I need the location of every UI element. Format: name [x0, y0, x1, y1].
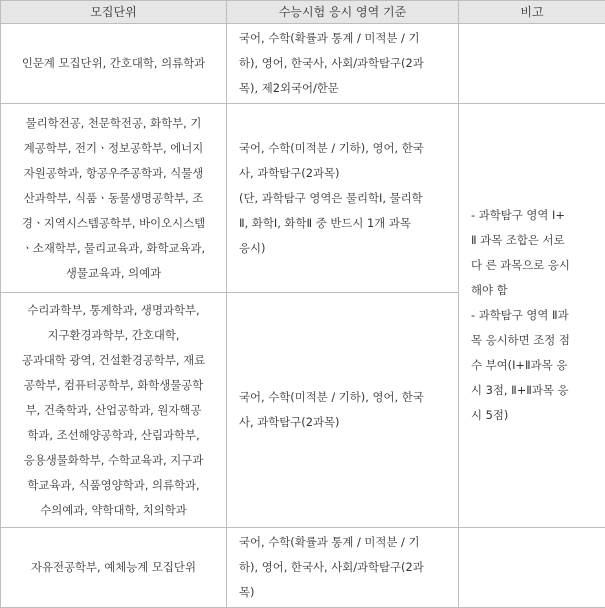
unit-text: 자유전공학부, 예체능계 모집단위 — [7, 555, 220, 580]
criteria-text: 하), 영어, 한국사, 사회/과학탐구(2과 — [239, 51, 450, 76]
criteria-text: 국어, 수학(확률과 통계 / 미적분 / 기 — [239, 530, 450, 555]
remarks-cell-empty — [459, 528, 605, 608]
unit-cell — [1, 528, 227, 608]
remarks-text: 시 3점, Ⅱ+Ⅱ과목 응 — [471, 378, 587, 403]
remarks-cell-empty — [459, 24, 605, 104]
criteria-cell — [227, 528, 459, 608]
unit-text: 공학부, 컴퓨터공학부, 화학생물공학 — [7, 373, 220, 398]
remarks-text: 시 5점) — [471, 403, 587, 428]
criteria-text: 사, 과학탐구(2과목) — [239, 161, 450, 186]
unit-text: 부, 건축학과, 산업공학과, 원자핵공 — [7, 398, 220, 423]
unit-text: 계공학부, 전기ㆍ정보공학부, 에너지 — [7, 136, 220, 161]
criteria-cell — [227, 293, 459, 528]
unit-text: 물리학전공, 천문학전공, 화학부, 기 — [7, 111, 220, 136]
criteria-text: 목) — [239, 580, 450, 605]
unit-text: 지구환경과학부, 간호대학, — [7, 323, 220, 348]
unit-text: 인문계 모집단위, 간호대학, 의류학과 — [7, 51, 220, 76]
criteria-text: 하), 영어, 한국사, 사회/과학탐구(2과 — [239, 555, 450, 580]
unit-text: ㆍ소재학부, 물리교육과, 화학교육과, — [7, 236, 220, 261]
criteria-cell — [227, 24, 459, 104]
unit-text: 경ㆍ지역시스템공학부, 바이오시스템 — [7, 211, 220, 236]
header-row — [1, 1, 605, 24]
unit-cell — [1, 24, 227, 104]
unit-text: 학과, 조선해양공학과, 산림과학부, — [7, 423, 220, 448]
table-row — [1, 528, 605, 608]
criteria-text: 응시) — [239, 236, 450, 261]
unit-text: 공과대학 광역, 건설환경공학부, 재료 — [7, 348, 220, 373]
criteria-text: (단, 과학탐구 영역은 물리학Ⅰ, 물리학 — [239, 186, 450, 211]
unit-text: 자원공학과, 항공우주공학과, 식물생 — [7, 161, 220, 186]
remarks-text: 해야 함 — [471, 278, 587, 303]
unit-text: 수리과학부, 통계학과, 생명과학부, — [7, 298, 220, 323]
header-criteria: 수능시험 응시 영역 기준 — [227, 1, 459, 24]
table-row — [1, 104, 605, 293]
criteria-text: Ⅱ, 화학Ⅰ, 화학Ⅱ 중 반드시 1개 과목 — [239, 211, 450, 236]
unit-cell — [1, 104, 227, 293]
header-remarks: 비고 — [459, 1, 605, 24]
remarks-text: Ⅱ 과목 조합은 서로 — [471, 228, 587, 253]
unit-cell — [1, 293, 227, 528]
table-row — [1, 24, 605, 104]
remarks-text: 목 응시하면 조정 점 — [471, 328, 587, 353]
criteria-text: 국어, 수학(미적분 / 기하), 영어, 한국 — [239, 136, 450, 161]
remarks-cell — [459, 104, 605, 528]
criteria-text: 국어, 수학(확률과 통계 / 미적분 / 기 — [239, 26, 450, 51]
unit-text: 수의예과, 약학대학, 치의학과 — [7, 498, 220, 523]
header-unit: 모집단위 — [1, 1, 227, 24]
criteria-text: 국어, 수학(미적분 / 기하), 영어, 한국 — [239, 385, 450, 410]
unit-text: 산과학부, 식품ㆍ동물생명공학부, 조 — [7, 186, 220, 211]
remarks-text: - 과학탐구 영역 Ⅱ과 — [471, 303, 587, 328]
remarks-text: 수 부여(Ⅰ+Ⅱ과목 응 — [471, 353, 587, 378]
criteria-text: 사, 과학탐구(2과목) — [239, 410, 450, 435]
unit-text: 응용생물화학부, 수학교육과, 지구과 — [7, 448, 220, 473]
criteria-text: 목), 제2외국어/한문 — [239, 76, 450, 101]
remarks-text: 다 른 과목으로 응시 — [471, 253, 587, 278]
criteria-cell — [227, 104, 459, 293]
unit-text: 생물교육과, 의예과 — [7, 261, 220, 286]
remarks-text: - 과학탐구 영역 Ⅰ+ — [471, 203, 587, 228]
unit-text: 학교육과, 식품영양학과, 의류학과, — [7, 473, 220, 498]
